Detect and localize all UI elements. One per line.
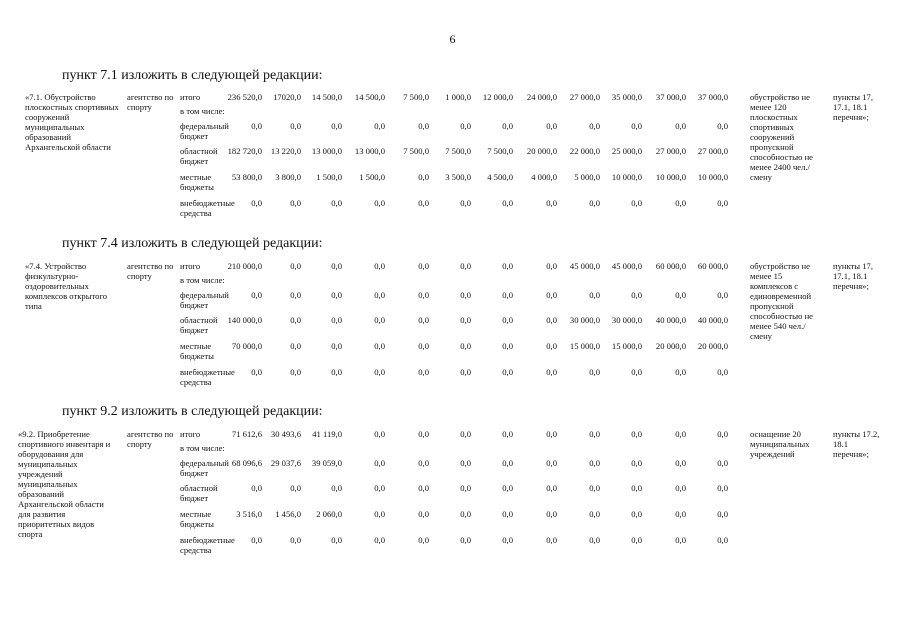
table-cell-value: 0,0: [460, 429, 471, 439]
table-cell-value: 0,0: [675, 367, 686, 377]
table-cell-value: 10 000,0: [611, 172, 642, 182]
table-cell-value: 182 720,0: [227, 146, 262, 156]
table-cell-value: 12 000,0: [482, 92, 513, 102]
table-cell-value: 5 000,0: [574, 172, 600, 182]
row-label: итого: [180, 429, 201, 439]
expected-result: оснащение 20 муниципальных учреждений: [750, 429, 810, 459]
table-cell-value: 4 000,0: [531, 172, 557, 182]
table-cell-value: 45 000,0: [569, 261, 600, 271]
row-label: федеральный бюджет: [180, 121, 229, 141]
table-cell-value: 0,0: [546, 261, 557, 271]
table-cell-value: 0,0: [589, 198, 600, 208]
table-cell-value: 14 500,0: [311, 92, 342, 102]
table-cell-value: 0,0: [374, 429, 385, 439]
table-cell-value: 0,0: [631, 429, 642, 439]
table-cell-value: 40 000,0: [655, 315, 686, 325]
table-cell-value: 35 000,0: [611, 92, 642, 102]
table-cell-value: 0,0: [290, 483, 301, 493]
table-cell-value: 45 000,0: [611, 261, 642, 271]
table-cell-value: 0,0: [502, 121, 513, 131]
row-label: итого: [180, 92, 201, 102]
table-cell-value: 0,0: [418, 509, 429, 519]
table-cell-value: 0,0: [251, 198, 262, 208]
table-cell-value: 0,0: [290, 198, 301, 208]
table-cell-value: 0,0: [631, 483, 642, 493]
table-cell-value: 4 500,0: [487, 172, 513, 182]
table-cell-value: 0,0: [460, 121, 471, 131]
table-cell-value: 0,0: [418, 172, 429, 182]
table-cell-value: 0,0: [631, 535, 642, 545]
row-label: итого: [180, 261, 201, 271]
table-cell-value: 0,0: [374, 290, 385, 300]
table-cell-value: 0,0: [251, 121, 262, 131]
table-cell-value: 70 000,0: [231, 341, 262, 351]
section-heading: пункт 7.1 изложить в следующей редакции:: [62, 68, 323, 83]
table-cell-value: 30 000,0: [611, 315, 642, 325]
table-cell-value: 3 800,0: [275, 172, 301, 182]
table-cell-value: 0,0: [717, 458, 728, 468]
row-label: федеральный бюджет: [180, 290, 229, 310]
table-cell-value: 0,0: [502, 429, 513, 439]
table-cell-value: 0,0: [374, 535, 385, 545]
table-cell-value: 0,0: [546, 367, 557, 377]
table-cell-value: 40 000,0: [697, 315, 728, 325]
table-cell-value: 0,0: [675, 198, 686, 208]
table-cell-value: 0,0: [418, 261, 429, 271]
table-cell-value: 37 000,0: [697, 92, 728, 102]
table-cell-value: 0,0: [331, 367, 342, 377]
table-cell-value: 17020,0: [273, 92, 301, 102]
table-cell-value: 3 500,0: [445, 172, 471, 182]
table-cell-value: 15 000,0: [569, 341, 600, 351]
table-cell-value: 0,0: [374, 458, 385, 468]
table-cell-value: 0,0: [589, 483, 600, 493]
expected-result: обустройство не менее 120 плоскостных спортивных сооружений пропускной способностью не менее 2400 чел./смену: [750, 92, 813, 182]
table-cell-value: 71 612,6: [231, 429, 262, 439]
table-cell-value: 0,0: [675, 535, 686, 545]
table-cell-value: 7 500,0: [403, 146, 429, 156]
table-cell-value: 0,0: [502, 509, 513, 519]
table-cell-value: 13 220,0: [270, 146, 301, 156]
table-cell-value: 27 000,0: [569, 92, 600, 102]
row-label: местные бюджеты: [180, 341, 214, 361]
table-cell-value: 0,0: [460, 483, 471, 493]
table-cell-value: 0,0: [418, 483, 429, 493]
table-cell-value: 0,0: [418, 198, 429, 208]
table-cell-value: 140 000,0: [227, 315, 262, 325]
table-cell-value: 0,0: [502, 458, 513, 468]
table-cell-value: 0,0: [251, 483, 262, 493]
table-cell-value: 30 000,0: [569, 315, 600, 325]
table-cell-value: 0,0: [374, 315, 385, 325]
table-cell-value: 210 000,0: [227, 261, 262, 271]
table-cell-value: 1 000,0: [445, 92, 471, 102]
table-cell-value: 0,0: [546, 198, 557, 208]
table-cell-value: 0,0: [290, 121, 301, 131]
executor: агентство по спорту: [127, 92, 174, 112]
table-cell-value: 0,0: [374, 367, 385, 377]
table-cell-value: 1 500,0: [359, 172, 385, 182]
table-cell-value: 20 000,0: [697, 341, 728, 351]
table-cell-value: 13 000,0: [354, 146, 385, 156]
table-cell-value: 0,0: [546, 483, 557, 493]
table-cell-value: 0,0: [631, 121, 642, 131]
table-cell-value: 0,0: [460, 315, 471, 325]
table-cell-value: 0,0: [546, 315, 557, 325]
item-title: «9.2. Приобретение спортивного инвентаря и оборудования для муниципальных учреждений муниципальных образований Архангельской области для развития приоритетных видов спорта: [18, 429, 111, 539]
row-label: в том числе:: [180, 106, 225, 116]
item-title: «7.4. Устройство физкультурно-оздоровительных комплексов открытого типа: [25, 261, 108, 311]
table-cell-value: 0,0: [251, 535, 262, 545]
list-points: пункты 17, 17.1, 18.1 перечня»;: [833, 92, 873, 122]
table-cell-value: 7 500,0: [403, 92, 429, 102]
table-cell-value: 25 000,0: [611, 146, 642, 156]
table-cell-value: 0,0: [460, 261, 471, 271]
table-cell-value: 20 000,0: [526, 146, 557, 156]
table-cell-value: 0,0: [546, 509, 557, 519]
table-cell-value: 1 456,0: [275, 509, 301, 519]
table-cell-value: 7 500,0: [445, 146, 471, 156]
table-cell-value: 60 000,0: [655, 261, 686, 271]
table-cell-value: 0,0: [374, 509, 385, 519]
table-cell-value: 0,0: [589, 509, 600, 519]
table-cell-value: 0,0: [290, 535, 301, 545]
table-cell-value: 2 060,0: [316, 509, 342, 519]
table-cell-value: 0,0: [546, 429, 557, 439]
table-cell-value: 10 000,0: [655, 172, 686, 182]
table-cell-value: 27 000,0: [697, 146, 728, 156]
table-cell-value: 0,0: [546, 121, 557, 131]
table-cell-value: 22 000,0: [569, 146, 600, 156]
table-cell-value: 0,0: [251, 290, 262, 300]
table-cell-value: 0,0: [502, 315, 513, 325]
table-cell-value: 0,0: [717, 121, 728, 131]
table-cell-value: 0,0: [331, 341, 342, 351]
table-cell-value: 0,0: [331, 290, 342, 300]
table-cell-value: 0,0: [589, 429, 600, 439]
row-label: внебюджетные средства: [180, 367, 235, 387]
row-label: в том числе:: [180, 275, 225, 285]
table-cell-value: 30 493,6: [270, 429, 301, 439]
table-cell-value: 68 096,6: [231, 458, 262, 468]
table-cell-value: 0,0: [675, 121, 686, 131]
table-cell-value: 0,0: [589, 290, 600, 300]
item-title: «7.1. Обустройство плоскостных спортивных сооружений муниципальных образований Архангельской области: [25, 92, 119, 152]
table-cell-value: 13 000,0: [311, 146, 342, 156]
expected-result: обустройство не менее 15 комплексов с единовременной пропускной способностью не менее 540 чел./смену: [750, 261, 813, 341]
table-cell-value: 0,0: [460, 341, 471, 351]
table-cell-value: 0,0: [546, 535, 557, 545]
table-cell-value: 0,0: [631, 290, 642, 300]
table-cell-value: 0,0: [460, 535, 471, 545]
table-cell-value: 0,0: [418, 341, 429, 351]
row-label: внебюджетные средства: [180, 198, 235, 218]
list-points: пункты 17.2, 18.1 перечня»;: [833, 429, 880, 459]
table-cell-value: 0,0: [546, 458, 557, 468]
table-cell-value: 0,0: [717, 509, 728, 519]
table-cell-value: 0,0: [460, 198, 471, 208]
table-cell-value: 0,0: [502, 535, 513, 545]
table-cell-value: 0,0: [460, 290, 471, 300]
table-cell-value: 0,0: [331, 198, 342, 208]
executor: агентство по спорту: [127, 429, 174, 449]
table-cell-value: 0,0: [251, 367, 262, 377]
table-cell-value: 0,0: [675, 509, 686, 519]
table-cell-value: 14 500,0: [354, 92, 385, 102]
table-cell-value: 0,0: [589, 367, 600, 377]
row-label: областной бюджет: [180, 146, 218, 166]
table-cell-value: 0,0: [418, 535, 429, 545]
table-cell-value: 0,0: [502, 290, 513, 300]
table-cell-value: 41 119,0: [312, 429, 342, 439]
table-cell-value: 0,0: [290, 290, 301, 300]
table-cell-value: 29 037,6: [270, 458, 301, 468]
table-cell-value: 39 059,0: [311, 458, 342, 468]
table-cell-value: 0,0: [418, 458, 429, 468]
row-label: внебюджетные средства: [180, 535, 235, 555]
table-cell-value: 0,0: [374, 261, 385, 271]
table-cell-value: 0,0: [502, 261, 513, 271]
table-cell-value: 60 000,0: [697, 261, 728, 271]
table-cell-value: 0,0: [331, 535, 342, 545]
row-label: в том числе:: [180, 443, 225, 453]
table-cell-value: 27 000,0: [655, 146, 686, 156]
table-cell-value: 0,0: [675, 429, 686, 439]
table-cell-value: 0,0: [290, 341, 301, 351]
table-cell-value: 0,0: [502, 483, 513, 493]
table-cell-value: 0,0: [546, 341, 557, 351]
table-cell-value: 0,0: [418, 290, 429, 300]
table-cell-value: 0,0: [717, 367, 728, 377]
table-cell-value: 0,0: [374, 198, 385, 208]
table-cell-value: 0,0: [589, 458, 600, 468]
section-heading: пункт 7.4 изложить в следующей редакции:: [62, 236, 323, 251]
list-points: пункты 17, 17.1, 18.1 перечня»;: [833, 261, 873, 291]
table-cell-value: 0,0: [502, 198, 513, 208]
table-cell-value: 15 000,0: [611, 341, 642, 351]
section-heading: пункт 9.2 изложить в следующей редакции:: [62, 404, 323, 419]
table-cell-value: 0,0: [418, 367, 429, 377]
table-cell-value: 0,0: [502, 341, 513, 351]
page-number: 6: [449, 32, 456, 46]
row-label: местные бюджеты: [180, 509, 214, 529]
table-cell-value: 0,0: [374, 341, 385, 351]
table-cell-value: 0,0: [331, 483, 342, 493]
table-cell-value: 0,0: [331, 315, 342, 325]
executor: агентство по спорту: [127, 261, 174, 281]
table-cell-value: 0,0: [631, 509, 642, 519]
table-cell-value: 0,0: [675, 483, 686, 493]
table-cell-value: 0,0: [717, 483, 728, 493]
table-cell-value: 0,0: [331, 261, 342, 271]
table-cell-value: 0,0: [418, 429, 429, 439]
table-cell-value: 0,0: [331, 121, 342, 131]
table-cell-value: 0,0: [290, 315, 301, 325]
table-cell-value: 0,0: [717, 535, 728, 545]
table-cell-value: 0,0: [460, 509, 471, 519]
row-label: федеральный бюджет: [180, 458, 229, 478]
table-cell-value: 53 800,0: [231, 172, 262, 182]
table-cell-value: 0,0: [460, 367, 471, 377]
table-cell-value: 0,0: [717, 198, 728, 208]
table-cell-value: 0,0: [675, 458, 686, 468]
table-cell-value: 3 516,0: [236, 509, 262, 519]
table-cell-value: 0,0: [290, 367, 301, 377]
table-cell-value: 0,0: [546, 290, 557, 300]
table-cell-value: 0,0: [502, 367, 513, 377]
table-cell-value: 0,0: [460, 458, 471, 468]
table-cell-value: 20 000,0: [655, 341, 686, 351]
table-cell-value: 0,0: [631, 198, 642, 208]
table-cell-value: 1 500,0: [316, 172, 342, 182]
row-label: областной бюджет: [180, 483, 218, 503]
table-cell-value: 0,0: [717, 429, 728, 439]
row-label: областной бюджет: [180, 315, 218, 335]
table-cell-value: 0,0: [418, 121, 429, 131]
table-cell-value: 0,0: [589, 121, 600, 131]
table-cell-value: 0,0: [418, 315, 429, 325]
table-cell-value: 10 000,0: [697, 172, 728, 182]
table-cell-value: 236 520,0: [227, 92, 262, 102]
row-label: местные бюджеты: [180, 172, 214, 192]
table-cell-value: 0,0: [631, 458, 642, 468]
table-cell-value: 7 500,0: [487, 146, 513, 156]
table-cell-value: 24 000,0: [526, 92, 557, 102]
table-cell-value: 37 000,0: [655, 92, 686, 102]
table-cell-value: 0,0: [589, 535, 600, 545]
table-cell-value: 0,0: [290, 261, 301, 271]
table-cell-value: 0,0: [374, 483, 385, 493]
table-cell-value: 0,0: [374, 121, 385, 131]
table-cell-value: 0,0: [675, 290, 686, 300]
table-cell-value: 0,0: [717, 290, 728, 300]
table-cell-value: 0,0: [631, 367, 642, 377]
